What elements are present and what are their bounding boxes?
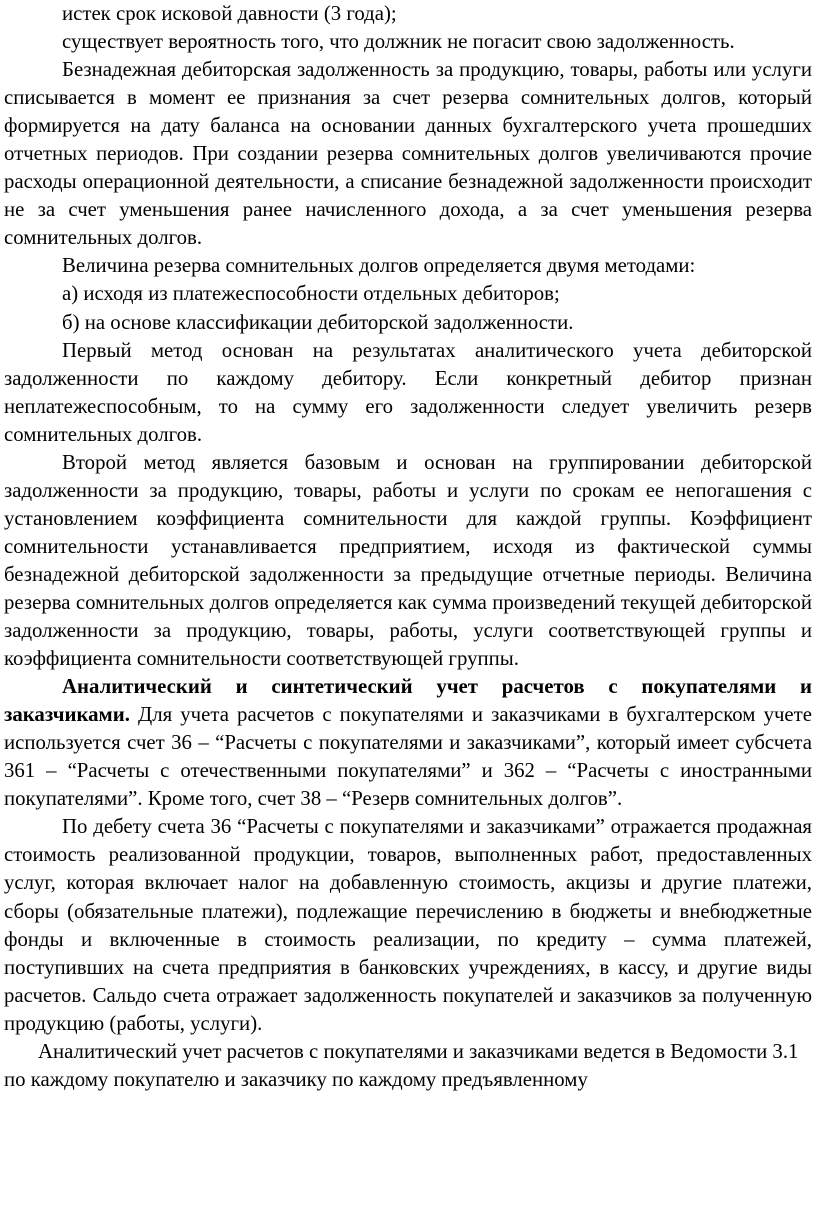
paragraph-methods-intro: Величина резерва сомнительных долгов определяется двумя методами: (62, 254, 696, 278)
list-item-method-a: а) исходя из платежеспособности отдельных дебиторов; (62, 282, 560, 306)
paragraph-accounting (4, 673, 812, 813)
paragraph-second-method: Второй метод является базовым и основан на группировании дебиторской задолженности за продукцию, товары, работы и услуги по срокам ее непогашения с установлением коэффициента сомнительности для каждой группы. Коэффициент сомнительности устанавливается предприятием, исходя из фактической суммы безнадежной дебиторской задолженности за предыдущие отчетные периоды. Величина резерва сомнительных долгов определяется как сумма произведений текущей дебиторской задолженности за продукцию, товары, работы, услуги соответствующей группы и коэффициента сомнительности соответствующей группы. (4, 450, 812, 671)
section-heading: Аналитический и синтетический учет расчетов с покупателями и заказчиками. (4, 675, 812, 727)
paragraph-bad-debt: Безнадежная дебиторская задолженность за продукцию, товары, работы или услуги списывается в момент ее признания за счет резерва сомнительных долгов, который формируется на дату баланса на основании данных бухгалтерского учета прошедших отчетных периодов. При создании резерва сомнительных долгов увеличиваются прочие расходы операционной деятельности, а списание безнадежной задолженности происходит не за счет уменьшения ранее начисленного дохода, а за счет уменьшения резерва сомнительных долгов. (4, 58, 812, 250)
list-item-limitation: истек срок исковой давности (3 года); (62, 2, 397, 25)
list-item-method-b: б) на основе классификации дебиторской задолженности. (62, 310, 574, 334)
paragraph-accounting-text: Для учета расчетов с покупателями и заказчиками в бухгалтерском учете используется счет 36 – “Расчеты с покупателями и заказчиками”, который имеет субсчета 361 – “Расчеты с отечественными покупателями” и 362 – “Расчеты с иностранными покупателями”. Кроме того, счет 38 – “Резерв сомнительных долгов”. (4, 703, 812, 811)
paragraph-debit-credit: По дебету счета 36 “Расчеты с покупателями и заказчиками” отражается продажная стоимость реализованной продукции, товаров, выполненных работ, предоставленных услуг, которая включает налог на добавленную стоимость, акцизы и другие платежи, сборы (обязательные платежи), подлежащие перечислению в бюджеты и внебюджетные фонды и включенные в стоимость реализации, по кредиту – сумма платежей, поступивших на счета предприятия в банковских учреждениях, в кассу, и другие виды расчетов. Сальдо счета отражает задолженность покупателей и заказчиков за полученную продукцию (работы, услуги). (4, 815, 812, 1035)
list-item-probability: существует вероятность того, что должник не погасит свою задолженность. (62, 30, 735, 54)
paragraph-first-method: Первый метод основан на результатах аналитического учета дебиторской задолженности по каждому дебитору. Если конкретный дебитор признан неплатежеспособным, то на сумму его задолженности следует увеличить резерв сомнительных долгов. (4, 338, 812, 446)
paragraph-analytical: Аналитический учет расчетов с покупателями и заказчиками ведется в Ведомости 3.1 по каждому покупателю и заказчику по каждому предъявленному (4, 1039, 799, 1091)
